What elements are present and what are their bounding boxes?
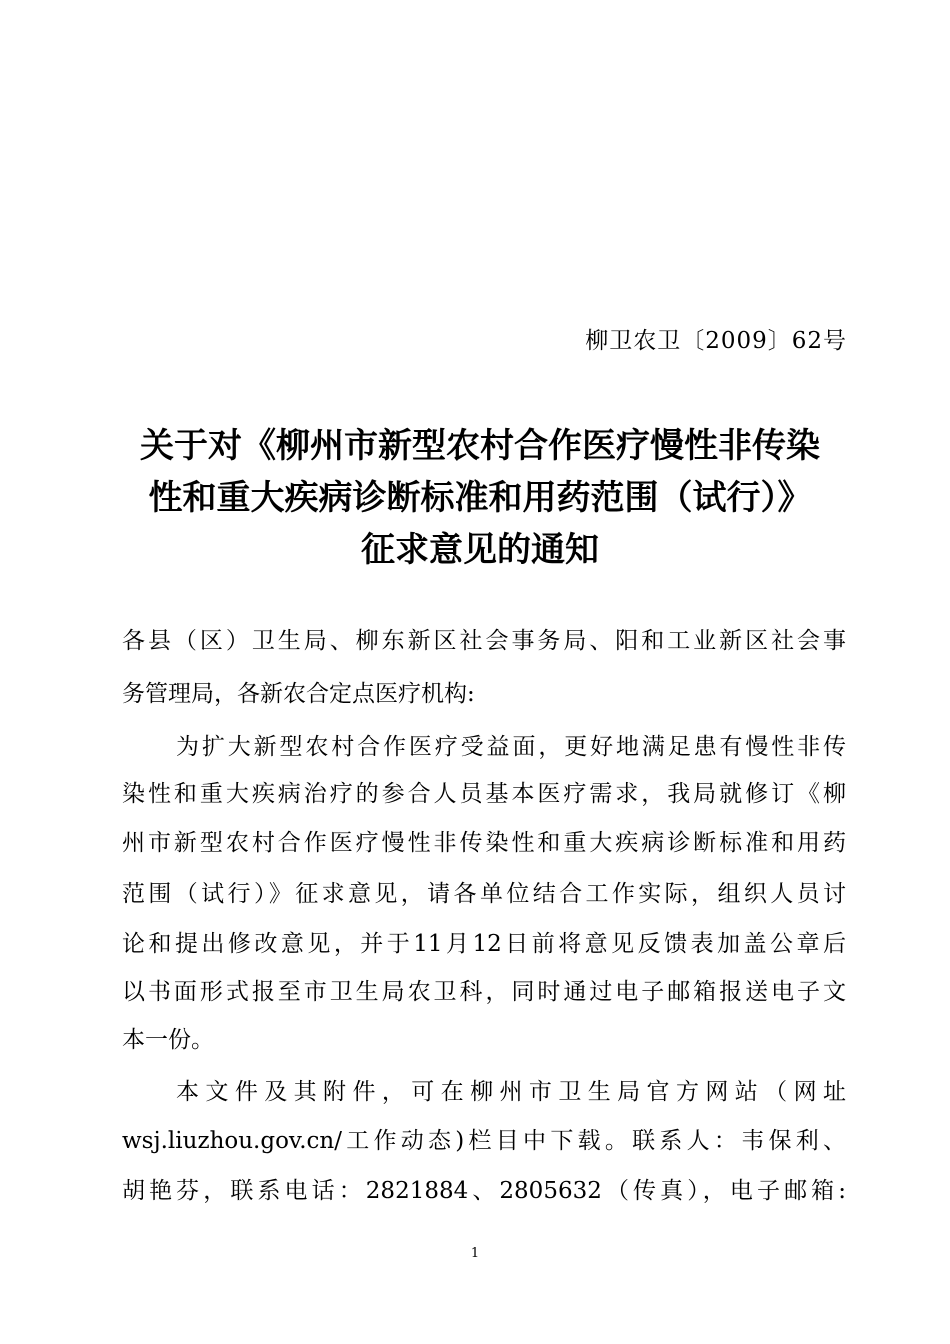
paragraph2-line-1: 本文件及其附件，可在柳州市卫生局官方网站（网址 (176, 1079, 846, 1105)
title-line-1: 关于对《柳州市新型农村合作医疗慢性非传染 (140, 426, 820, 466)
title-line-3: 征求意见的通知 (361, 530, 599, 570)
paragraph1-line-7: 本一份。 (122, 1027, 214, 1053)
document-number: 柳卫农卫〔2009〕62号 (585, 328, 847, 354)
paragraph1-line-5: 论和提出修改意见，并于11月12日前将意见反馈表加盖公章后 (122, 931, 846, 957)
paragraph1-line-3: 州市新型农村合作医疗慢性非传染性和重大疾病诊断标准和用药 (122, 830, 846, 856)
paragraph1-line-4: 范围（试行）》征求意见，请各单位结合工作实际，组织人员讨 (122, 881, 846, 907)
paragraph1-line-2: 染性和重大疾病治疗的参合人员基本医疗需求，我局就修订《柳 (122, 781, 846, 807)
paragraph2-line-3: 胡艳芬，联系电话：2821884、2805632（传真），电子邮箱: (122, 1178, 846, 1204)
addressee-line-2: 务管理局，各新农合定点医疗机构: (122, 681, 475, 707)
paragraph1-line-6: 以书面形式报至市卫生局农卫科，同时通过电子邮箱报送电子文 (122, 979, 846, 1005)
page-number: 1 (470, 1246, 480, 1261)
addressee-line-1: 各县（区）卫生局、柳东新区社会事务局、阳和工业新区社会事 (122, 628, 846, 654)
title-line-2: 性和重大疾病诊断标准和用药范围（试行）》 (148, 478, 812, 518)
paragraph1-line-1: 为扩大新型农村合作医疗受益面，更好地满足患有慢性非传 (176, 734, 846, 760)
paragraph2-line-2: wsj.liuzhou.gov.cn/工作动态)栏目中下载。联系人：韦保利、 (122, 1128, 846, 1154)
